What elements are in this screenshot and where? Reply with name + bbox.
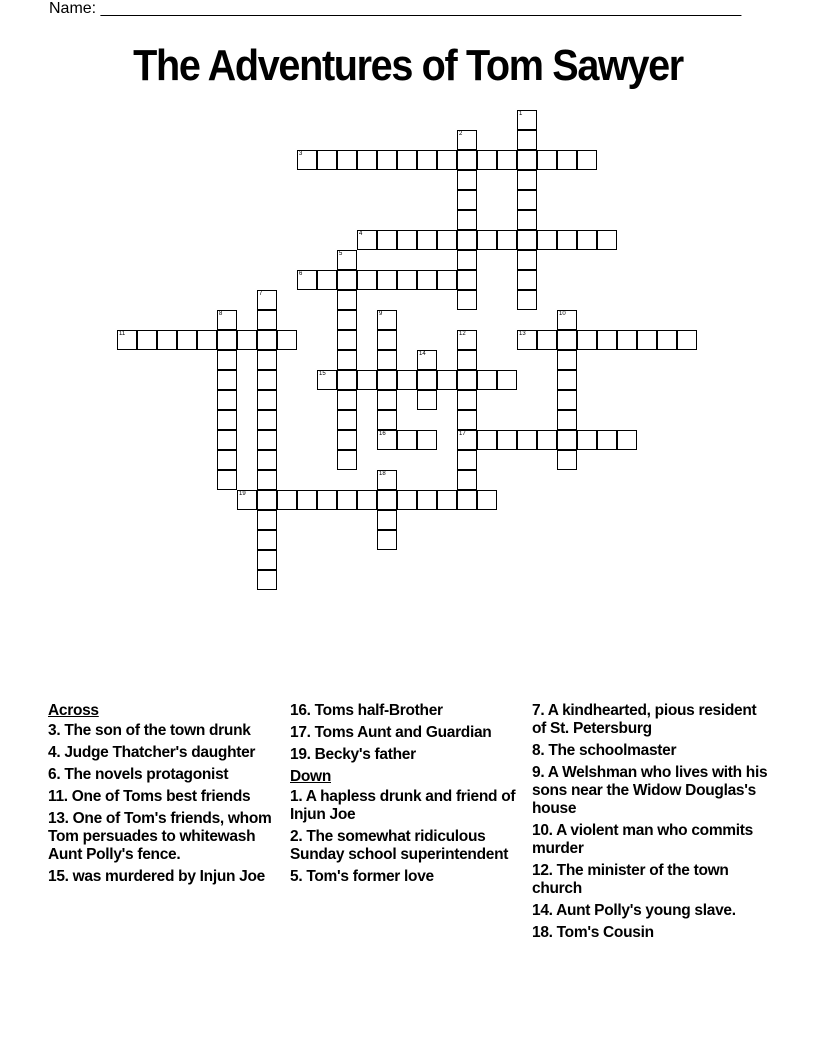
grid-cell[interactable]	[297, 270, 317, 290]
grid-cell[interactable]	[337, 270, 357, 290]
grid-cell[interactable]	[337, 490, 357, 510]
grid-cell[interactable]	[577, 430, 597, 450]
grid-cell[interactable]	[257, 530, 277, 550]
grid-cell[interactable]	[257, 490, 277, 510]
grid-cell[interactable]	[377, 510, 397, 530]
grid-cell[interactable]	[617, 330, 637, 350]
clue-down: 1. A hapless drunk and friend of Injun Joe	[290, 788, 516, 823]
clue-number: 2	[459, 131, 463, 137]
grid-cell[interactable]	[217, 450, 237, 470]
grid-cell[interactable]	[397, 370, 417, 390]
grid-cell[interactable]	[417, 370, 437, 390]
grid-cell[interactable]	[137, 330, 157, 350]
grid-cell[interactable]	[417, 430, 437, 450]
grid-cell[interactable]	[217, 430, 237, 450]
name-label: Name:	[49, 0, 101, 17]
grid-cell[interactable]	[457, 350, 477, 370]
grid-cell[interactable]	[417, 350, 437, 370]
grid-cell[interactable]	[337, 350, 357, 370]
puzzle-title: The Adventures of Tom Sawyer	[133, 41, 683, 90]
grid-cell[interactable]	[557, 430, 577, 450]
grid-cell[interactable]	[257, 410, 277, 430]
grid-cell[interactable]	[497, 150, 517, 170]
clue-number: 9	[379, 311, 383, 317]
grid-cell[interactable]	[517, 270, 537, 290]
grid-cell[interactable]	[517, 130, 537, 150]
grid-cell[interactable]	[337, 410, 357, 430]
clue-across: 15. was murdered by Injun Joe	[48, 868, 265, 885]
clue-number: 16	[379, 431, 386, 437]
grid-cell[interactable]	[377, 370, 397, 390]
grid-cell[interactable]	[257, 510, 277, 530]
clue-number: 5	[339, 251, 343, 257]
grid-cell[interactable]	[557, 410, 577, 430]
grid-cell[interactable]	[257, 390, 277, 410]
grid-cell[interactable]	[477, 230, 497, 250]
clue-number: 15	[319, 371, 326, 377]
clue-number: 13	[519, 331, 526, 337]
grid-cell[interactable]	[437, 230, 457, 250]
grid-cell[interactable]	[257, 350, 277, 370]
grid-cell[interactable]	[217, 350, 237, 370]
grid-cell[interactable]	[477, 430, 497, 450]
grid-cell[interactable]	[337, 330, 357, 350]
grid-cell[interactable]	[257, 330, 277, 350]
grid-cell[interactable]	[277, 330, 297, 350]
grid-cell[interactable]	[217, 390, 237, 410]
grid-cell[interactable]	[377, 530, 397, 550]
grid-cell[interactable]	[557, 310, 577, 330]
grid-cell[interactable]	[457, 230, 477, 250]
clue-across: 11. One of Toms best friends	[48, 788, 251, 805]
clue-across: 17. Toms Aunt and Guardian	[290, 724, 492, 741]
grid-cell[interactable]	[357, 230, 377, 250]
grid-cell[interactable]	[217, 370, 237, 390]
grid-cell[interactable]	[217, 310, 237, 330]
grid-cell[interactable]	[217, 470, 237, 490]
grid-cell[interactable]	[517, 250, 537, 270]
grid-cell[interactable]	[457, 410, 477, 430]
grid-cell[interactable]	[517, 110, 537, 130]
grid-cell[interactable]	[357, 150, 377, 170]
grid-cell[interactable]	[437, 150, 457, 170]
clue-number: 11	[119, 331, 126, 337]
grid-cell[interactable]	[457, 270, 477, 290]
grid-cell[interactable]	[637, 330, 657, 350]
grid-cell[interactable]	[457, 190, 477, 210]
grid-cell[interactable]	[457, 210, 477, 230]
grid-cell[interactable]	[457, 130, 477, 150]
grid-cell[interactable]	[337, 290, 357, 310]
grid-cell[interactable]	[257, 370, 277, 390]
grid-cell[interactable]	[377, 470, 397, 490]
grid-cell[interactable]	[657, 330, 677, 350]
grid-cell[interactable]	[577, 150, 597, 170]
grid-cell[interactable]	[277, 490, 297, 510]
grid-cell[interactable]	[157, 330, 177, 350]
grid-cell[interactable]	[457, 370, 477, 390]
grid-cell[interactable]	[537, 430, 557, 450]
grid-cell[interactable]	[597, 330, 617, 350]
grid-cell[interactable]	[557, 450, 577, 470]
grid-cell[interactable]	[477, 150, 497, 170]
grid-cell[interactable]	[317, 270, 337, 290]
clue-across: 4. Judge Thatcher's daughter	[48, 744, 256, 761]
grid-cell[interactable]	[457, 150, 477, 170]
grid-cell[interactable]	[337, 450, 357, 470]
grid-cell[interactable]	[337, 310, 357, 330]
grid-cell[interactable]	[357, 270, 377, 290]
clue-number: 18	[379, 471, 386, 477]
grid-cell[interactable]	[317, 150, 337, 170]
grid-cell[interactable]	[497, 230, 517, 250]
grid-cell[interactable]	[577, 330, 597, 350]
clue-down: 14. Aunt Polly's young slave.	[532, 902, 736, 919]
grid-cell[interactable]	[497, 370, 517, 390]
clue-number: 8	[219, 311, 223, 317]
clue-down: 12. The minister of the town church	[532, 862, 729, 897]
grid-cell[interactable]	[557, 150, 577, 170]
clue-down: 10. A violent man who commits murder	[532, 822, 753, 857]
grid-cell[interactable]	[197, 330, 217, 350]
grid-cell[interactable]	[297, 150, 317, 170]
grid-cell[interactable]	[217, 410, 237, 430]
grid-cell[interactable]	[457, 250, 477, 270]
grid-cell[interactable]	[257, 310, 277, 330]
grid-cell[interactable]	[337, 430, 357, 450]
grid-cell[interactable]	[377, 330, 397, 350]
grid-cell[interactable]	[337, 250, 357, 270]
grid-cell[interactable]	[557, 350, 577, 370]
grid-cell[interactable]	[357, 490, 377, 510]
clue-number: 6	[299, 271, 303, 277]
grid-cell[interactable]	[297, 490, 317, 510]
clue-number: 17	[459, 431, 466, 437]
grid-cell[interactable]	[477, 370, 497, 390]
grid-cell[interactable]	[397, 490, 417, 510]
clue-number: 14	[419, 351, 426, 357]
grid-cell[interactable]	[377, 410, 397, 430]
clue-down: 8. The schoolmaster	[532, 742, 677, 759]
grid-cell[interactable]	[557, 370, 577, 390]
grid-cell[interactable]	[377, 150, 397, 170]
grid-cell[interactable]	[537, 230, 557, 250]
grid-cell[interactable]	[117, 330, 137, 350]
grid-cell[interactable]	[517, 430, 537, 450]
grid-cell[interactable]	[417, 150, 437, 170]
grid-cell[interactable]	[517, 290, 537, 310]
grid-cell[interactable]	[177, 330, 197, 350]
grid-cell[interactable]	[377, 390, 397, 410]
grid-cell[interactable]	[317, 490, 337, 510]
clue-down: 7. A kindhearted, pious resident of St. Petersburg	[532, 702, 757, 737]
grid-cell[interactable]	[457, 430, 477, 450]
across-header: Across	[48, 702, 99, 719]
grid-cell[interactable]	[597, 430, 617, 450]
clue-down: 9. A Welshman who lives with his sons near the Widow Douglas's house	[532, 764, 768, 817]
grid-cell[interactable]	[257, 570, 277, 590]
grid-cell[interactable]	[377, 490, 397, 510]
grid-cell[interactable]	[397, 150, 417, 170]
grid-cell[interactable]	[557, 390, 577, 410]
grid-cell[interactable]	[377, 430, 397, 450]
clue-across: 6. The novels protagonist	[48, 766, 229, 783]
clue-down: 5. Tom's former love	[290, 868, 434, 885]
clue-across: 13. One of Tom's friends, whom Tom persuades to whitewash Aunt Polly's fence.	[48, 810, 272, 863]
grid-cell[interactable]	[417, 390, 437, 410]
grid-cell[interactable]	[437, 370, 457, 390]
grid-cell[interactable]	[337, 390, 357, 410]
grid-cell[interactable]	[217, 330, 237, 350]
grid-cell[interactable]	[417, 270, 437, 290]
grid-cell[interactable]	[337, 150, 357, 170]
grid-cell[interactable]	[257, 470, 277, 490]
grid-cell[interactable]	[337, 370, 357, 390]
grid-cell[interactable]	[257, 290, 277, 310]
clue-down: 2. The somewhat ridiculous Sunday school superintendent	[290, 828, 509, 863]
clues-column-1	[48, 702, 284, 890]
grid-cell[interactable]	[517, 330, 537, 350]
grid-cell[interactable]	[237, 490, 257, 510]
grid-cell[interactable]	[477, 490, 497, 510]
name-underline: ________________________________________________________________________	[100, 0, 742, 17]
clues-column-2	[290, 702, 530, 890]
grid-cell[interactable]	[497, 430, 517, 450]
grid-cell[interactable]	[457, 490, 477, 510]
clue-number: 1	[519, 111, 523, 117]
grid-cell[interactable]	[557, 230, 577, 250]
grid-cell[interactable]	[457, 390, 477, 410]
clue-number: 19	[239, 491, 246, 497]
clue-across: 16. Toms half-Brother	[290, 702, 443, 719]
grid-cell[interactable]	[457, 470, 477, 490]
grid-cell[interactable]	[537, 330, 557, 350]
grid-cell[interactable]	[357, 370, 377, 390]
grid-cell[interactable]	[417, 230, 437, 250]
clue-number: 12	[459, 331, 466, 337]
grid-cell[interactable]	[457, 170, 477, 190]
clue-number: 10	[559, 311, 566, 317]
grid-cell[interactable]	[437, 490, 457, 510]
grid-cell[interactable]	[317, 370, 337, 390]
clue-number: 7	[259, 291, 263, 297]
clues-column-3	[532, 702, 772, 946]
grid-cell[interactable]	[257, 450, 277, 470]
clue-down: 18. Tom's Cousin	[532, 924, 654, 941]
grid-cell[interactable]	[537, 150, 557, 170]
grid-cell[interactable]	[437, 270, 457, 290]
grid-cell[interactable]	[457, 290, 477, 310]
grid-cell[interactable]	[457, 450, 477, 470]
grid-cell[interactable]	[517, 230, 537, 250]
down-header: Down	[290, 768, 331, 785]
grid-cell[interactable]	[577, 230, 597, 250]
grid-cell[interactable]	[397, 230, 417, 250]
grid-cell[interactable]	[257, 550, 277, 570]
grid-cell[interactable]	[517, 170, 537, 190]
grid-cell[interactable]	[397, 430, 417, 450]
grid-cell[interactable]	[377, 270, 397, 290]
grid-cell[interactable]	[677, 330, 697, 350]
grid-cell[interactable]	[517, 150, 537, 170]
grid-cell[interactable]	[517, 190, 537, 210]
clue-across: 3. The son of the town drunk	[48, 722, 251, 739]
grid-cell[interactable]	[237, 330, 257, 350]
grid-cell[interactable]	[517, 210, 537, 230]
grid-cell[interactable]	[377, 230, 397, 250]
grid-cell[interactable]	[397, 270, 417, 290]
clue-number: 4	[359, 231, 363, 237]
clue-across: 19. Becky's father	[290, 746, 416, 763]
clue-number: 3	[299, 151, 303, 157]
grid-cell[interactable]	[257, 430, 277, 450]
grid-cell[interactable]	[377, 310, 397, 330]
grid-cell[interactable]	[597, 230, 617, 250]
grid-cell[interactable]	[557, 330, 577, 350]
grid-cell[interactable]	[457, 330, 477, 350]
grid-cell[interactable]	[417, 490, 437, 510]
grid-cell[interactable]	[377, 350, 397, 370]
grid-cell[interactable]	[617, 430, 637, 450]
